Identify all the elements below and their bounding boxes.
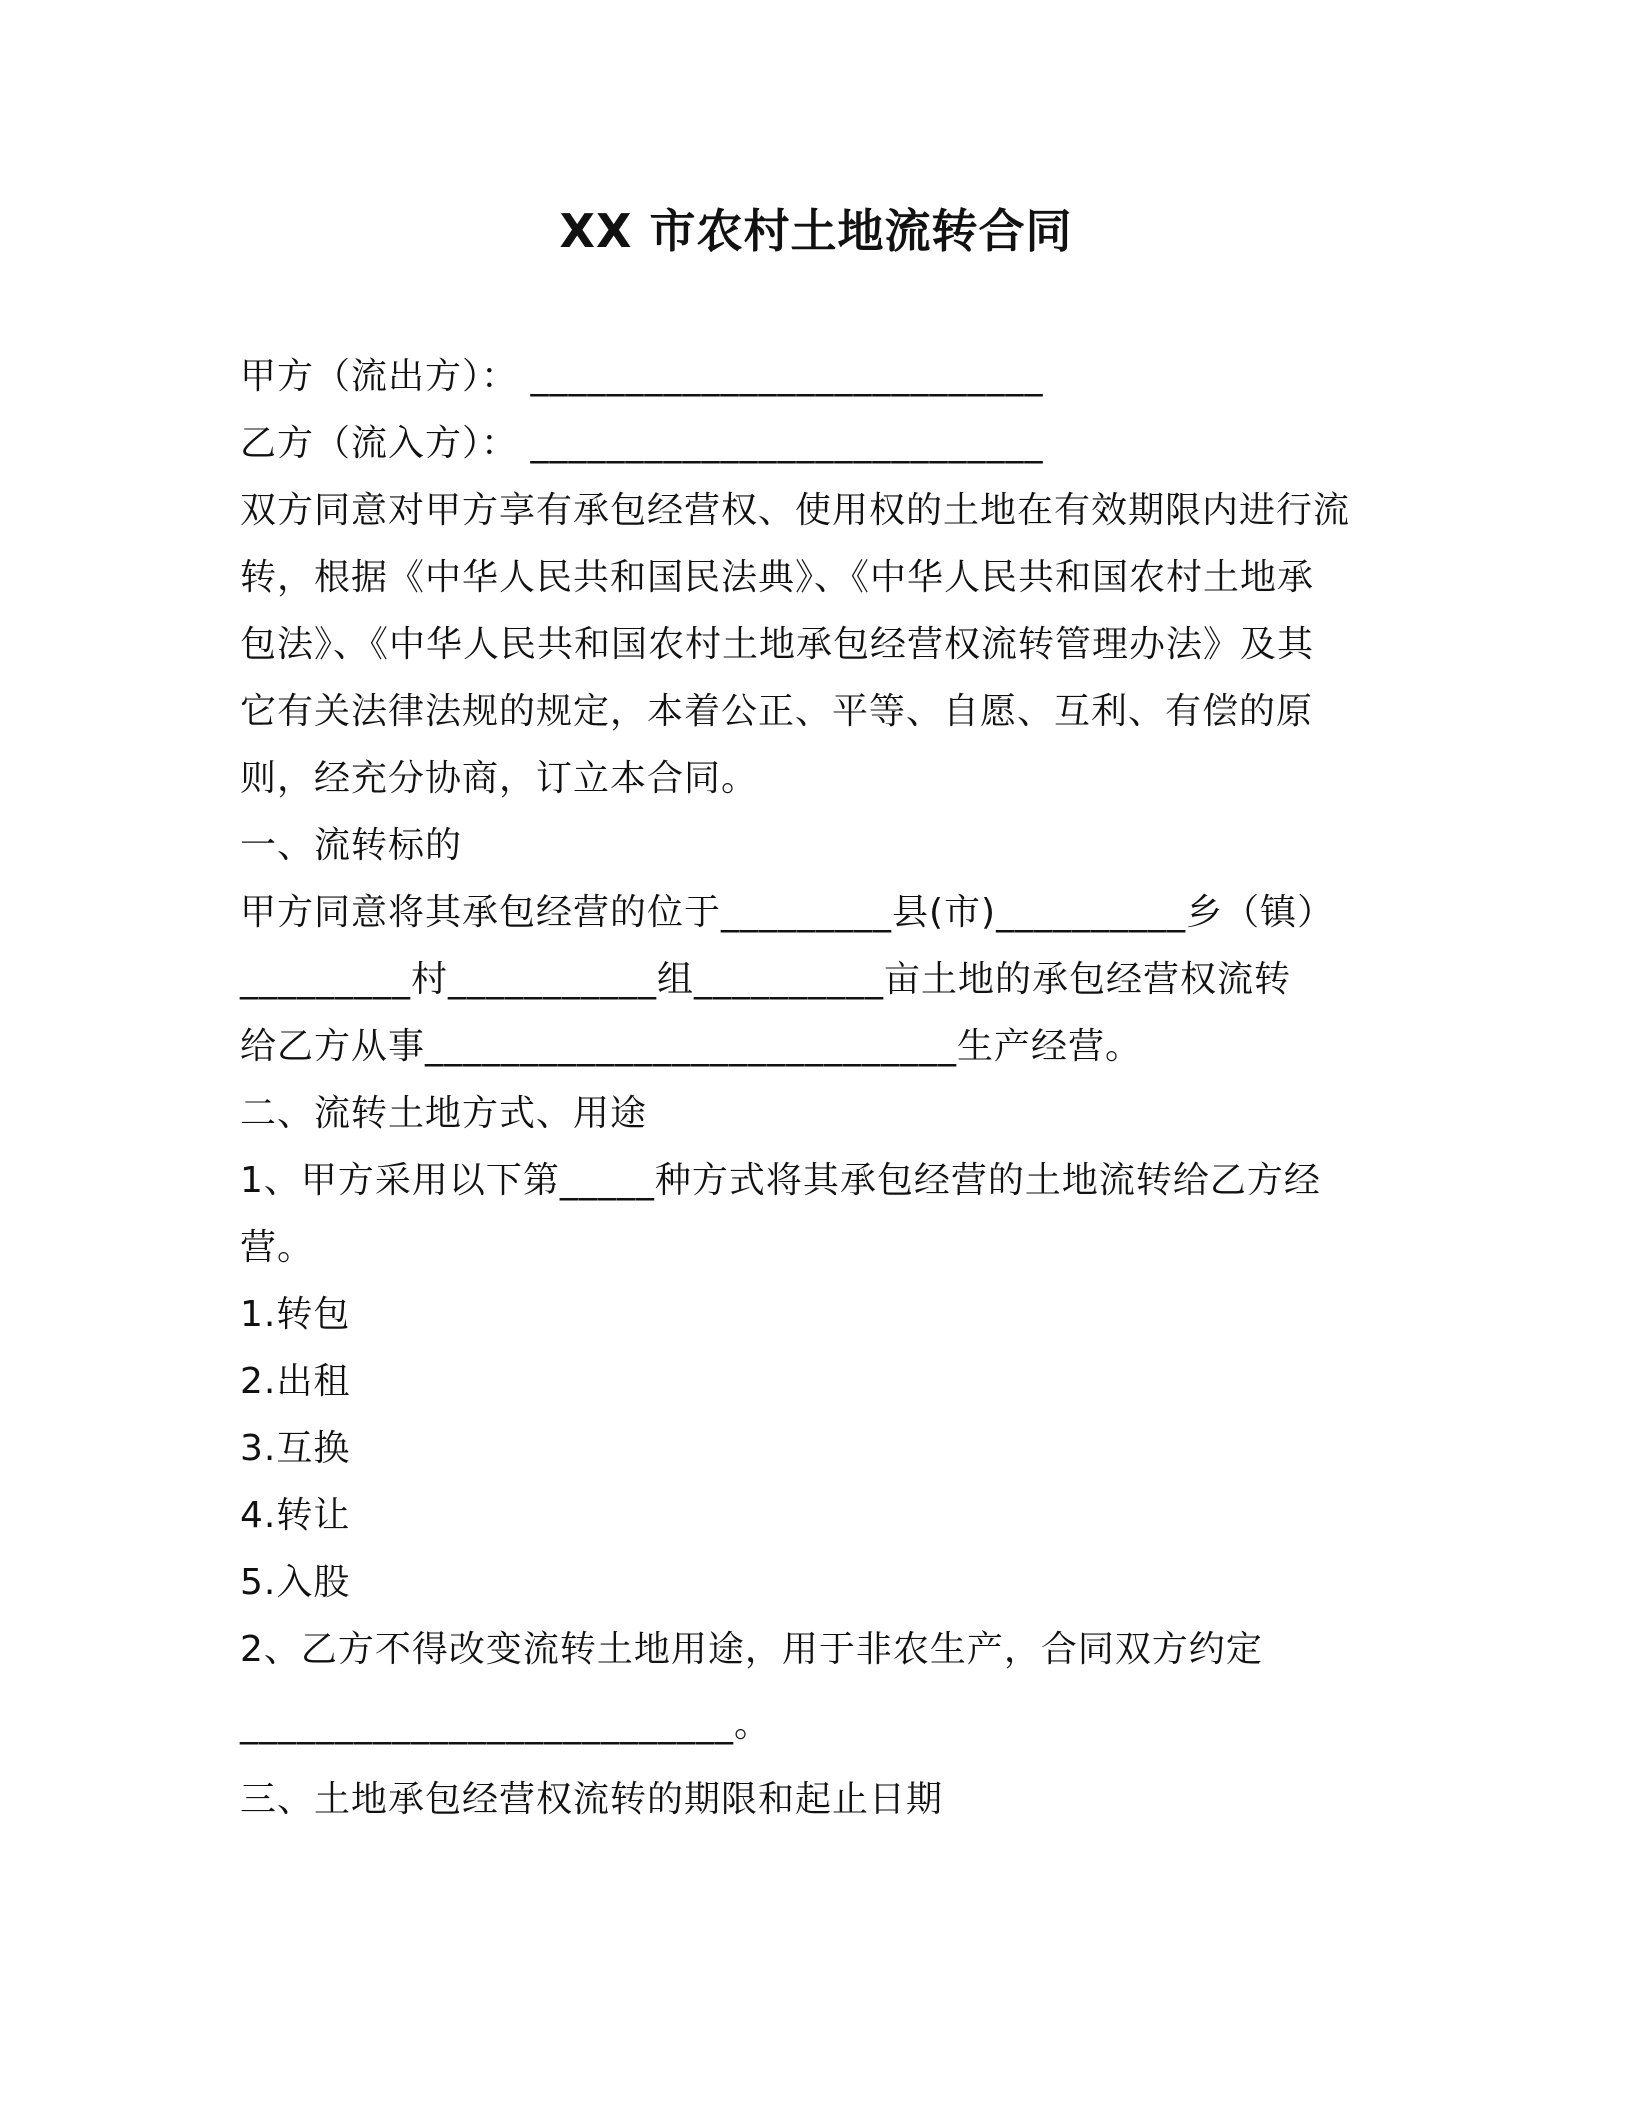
party-b-line: 乙方（流入方）： ___________________________	[240, 423, 1044, 464]
clause-2-1-line: 1、甲方采用以下第_____种方式将其承包经营的土地流转给乙方经	[240, 1160, 1321, 1201]
section-1-text-line: _________村___________组__________亩土地的承包经营权流转	[240, 959, 1292, 1000]
document-body	[240, 343, 1366, 1833]
method-option: 4.转让	[240, 1495, 351, 1536]
intro-paragraph-line: 双方同意对甲方享有承包经营权、使用权的土地在有效期限内进行流	[240, 490, 1351, 531]
clause-2-1-line: 营。	[240, 1227, 315, 1268]
method-option: 1.转包	[240, 1294, 351, 1335]
party-a-line: 甲方（流出方）： ___________________________	[240, 356, 1044, 397]
section-1-text-line: 甲方同意将其承包经营的位于_________县(市)__________乡（镇）	[240, 892, 1335, 933]
intro-paragraph-line: 转，根据《中华人民共和国民法典》、《中华人民共和国农村土地承	[240, 557, 1315, 598]
section-heading-2: 二、流转土地方式、用途	[240, 1093, 648, 1134]
method-option: 5.入股	[240, 1562, 351, 1603]
section-heading-3: 三、土地承包经营权流转的期限和起止日期	[240, 1779, 944, 1820]
intro-paragraph-line: 则，经充分协商，订立本合同。	[240, 758, 759, 799]
intro-paragraph-line: 它有关法律法规的规定，本着公正、平等、自愿、互利、有偿的原	[240, 691, 1314, 732]
method-option: 2.出租	[240, 1361, 351, 1402]
method-option: 3.互换	[240, 1428, 351, 1469]
intro-paragraph-line: 包法》、《中华人民共和国农村土地承包经营权流转管理办法》及其	[240, 624, 1315, 665]
clause-2-2-line: 2、乙方不得改变流转土地用途，用于非农生产，合同双方约定	[240, 1629, 1263, 1670]
clause-2-2-line: __________________________。	[240, 1704, 771, 1745]
document-title: XX 市农村土地流转合同	[559, 204, 1073, 258]
section-heading-1: 一、流转标的	[240, 825, 463, 866]
section-1-text-line: 给乙方从事____________________________生产经营。	[240, 1026, 1143, 1067]
